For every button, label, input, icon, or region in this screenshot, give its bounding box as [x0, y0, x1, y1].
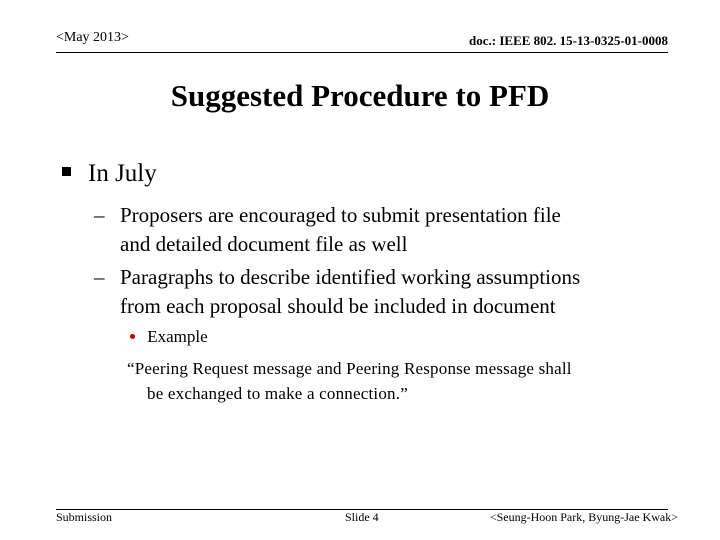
- bullet-level1: [62, 160, 157, 188]
- dot-bullet-icon: [130, 334, 135, 339]
- bullet-level2-line: Paragraphs to describe identified working assumptions: [120, 265, 581, 289]
- footer-slide-number: Slide 4: [345, 510, 379, 524]
- quote-line: be exchanged to make a connection.”: [147, 384, 408, 403]
- bullet-level2-line: from each proposal should be included in document: [120, 294, 556, 318]
- quote-line: “Peering Request message and Peering Response message shall: [127, 359, 572, 378]
- header-rule: [56, 52, 668, 53]
- bullet-level2-line: Proposers are encouraged to submit presentation file: [120, 203, 561, 227]
- bullet-level3: [130, 327, 208, 347]
- dash-bullet-icon: –: [94, 203, 105, 227]
- square-bullet-icon: [62, 167, 71, 176]
- header-date: <May 2013>: [56, 30, 129, 45]
- bullet-level2-item: [94, 201, 694, 259]
- slide-title: Suggested Procedure to PFD: [170, 78, 550, 113]
- bullet-level3-text: Example: [147, 327, 208, 346]
- header-doc-number: doc.: IEEE 802. 15-13-0325-01-0008: [469, 33, 668, 48]
- bullet-level2-line: and detailed document file as well: [120, 232, 408, 256]
- example-quote: [127, 356, 667, 406]
- footer-submission: Submission: [56, 510, 113, 524]
- dash-bullet-icon: –: [94, 265, 105, 289]
- bullet-level1-text: In July: [88, 160, 157, 187]
- bullet-level2-item: [94, 263, 694, 321]
- footer-authors: <Seung-Hoon Park, Byung-Jae Kwak>: [489, 510, 678, 524]
